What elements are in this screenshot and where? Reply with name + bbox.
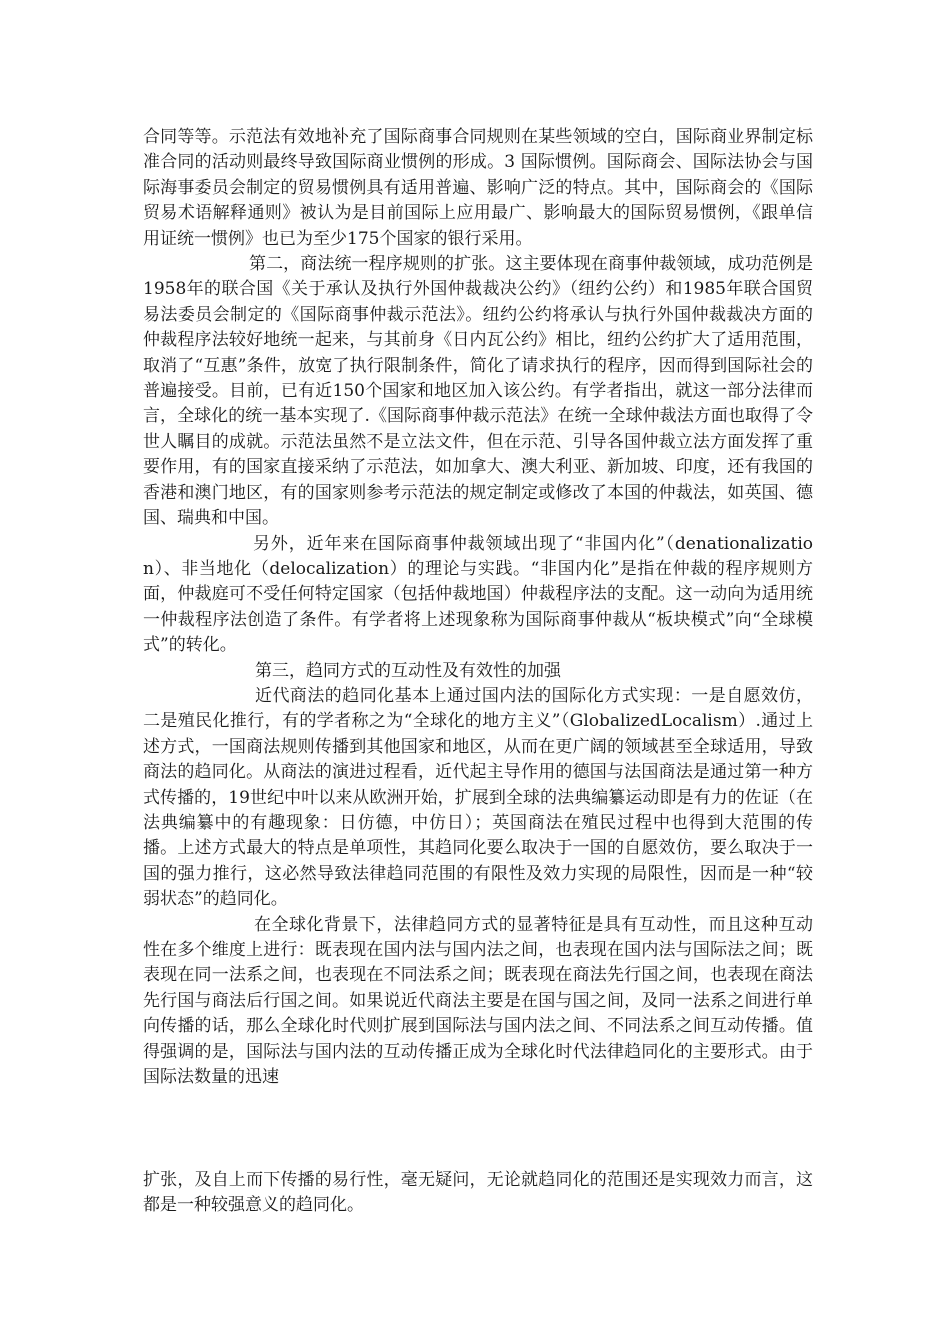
paragraph-denationalization: 另外，近年来在国际商事仲裁领域出现了“非国内化”（denationalization）、非当地化（delocalization）的理论与实践。“非国内化”是指在仲裁的程序规则方面，仲裁庭可不受任何特定国家（包括仲裁地国）仲裁程序法的支配。这一动向为适用统一仲裁程序法创造了条件。有学者将上述现象称为国际商事仲裁从“板块模式”向“全球模式”的转化。: [143, 533, 813, 656]
paragraph-globalization-interaction: 在全球化背景下，法律趋同方式的显著特征是具有互动性，而且这种互动性在多个维度上进行：既表现在国内法与国内法之间，也表现在国内法与国际法之间；既表现在同一法系之间，也表现在不同法系之间；既表现在商法先行国之间，也表现在商法先行国与商法后行国之间。如果说近代商法主要是在国与国之间，及同一法系之间进行单向传播的话，那么全球化时代则扩展到国际法与国内法之间、不同法系之间互动传播。值得强调的是，国际法与国内法的互动传播正成为全球化时代法律趋同化的主要形式。由于国际法数量的迅速: [143, 914, 813, 1088]
main-text-block: [143, 125, 813, 1090]
paragraph-model-law-and-customs: 合同等等。示范法有效地补充了国际商事合同规则在某些领域的空白，国际商业界制定标准合同的活动则最终导致国际商业惯例的形成。3 国际惯例。国际商会、国际法协会与国际海事委员会制定的贸易惯例具有适用普遍、影响广泛的特点。其中，国际商会的《国际贸易术语解释通则》被认为是目前国际上应用最广、影响最大的国际贸易惯例，《跟单信用证统一惯例》也已为至少175个国家的银行采用。: [143, 127, 813, 249]
continuation-text-block: [143, 1168, 813, 1219]
paragraph-continuation: 扩张，及自上而下传播的易行性，毫无疑问，无论就趋同化的范围还是实现效力而言，这都是一种较强意义的趋同化。: [143, 1170, 813, 1216]
paragraph-modern-convergence: 近代商法的趋同化基本上通过国内法的国际化方式实现：一是自愿效仿，二是殖民化推行，有的学者称之为“全球化的地方主义”（GlobalizedLocalism）.通过上述方式，一国商法规则传播到其他国家和地区，从而在更广阔的领域甚至全球适用，导致商法的趋同化。从商法的演进过程看，近代起主导作用的德国与法国商法是通过第一种方式传播的，19世纪中叶以来从欧洲开始，扩展到全球的法典编纂运动即是有力的佐证（在法典编纂中的有趣现象：日仿德，中仿日）；英国商法在殖民过程中也得到大范围的传播。上述方式最大的特点是单项性，其趋同化要么取决于一国的自愿效仿，要么取决于一国的强力推行，这必然导致法律趋同范围的有限性及效力实现的局限性，因而是一种“较弱状态”的趋同化。: [143, 685, 813, 910]
section-heading-third: 第三，趋同方式的互动性及有效性的加强: [255, 660, 561, 681]
paragraph-procedural-rules: 第二，商法统一程序规则的扩张。这主要体现在商事仲裁领域，成功范例是1958年的联合国《关于承认及执行外国仲裁裁决公约》（纽约公约）和1985年联合国贸易法委员会制定的《国际商事仲裁示范法》。纽约公约将承认与执行外国仲裁裁决方面的仲裁程序法较好地统一起来，与其前身《日内瓦公约》相比，纽约公约扩大了适用范围，取消了“互惠”条件，放宽了执行限制条件，简化了请求执行的程序，因而得到国际社会的普遍接受。目前，已有近150个国家和地区加入该公约。有学者指出，就这一部分法律而言，全球化的统一基本实现了.《国际商事仲裁示范法》在统一全球仲裁法方面也取得了令世人瞩目的成就。示范法虽然不是立法文件，但在示范、引导各国仲裁立法方面发挥了重要作用，有的国家直接采纳了示范法，如加拿大、澳大利亚、新加坡、印度，还有我国的香港和澳门地区，有的国家则参考示范法的规定制定或修改了本国的仲裁法，如英国、德国、瑞典和中国。: [143, 254, 813, 529]
